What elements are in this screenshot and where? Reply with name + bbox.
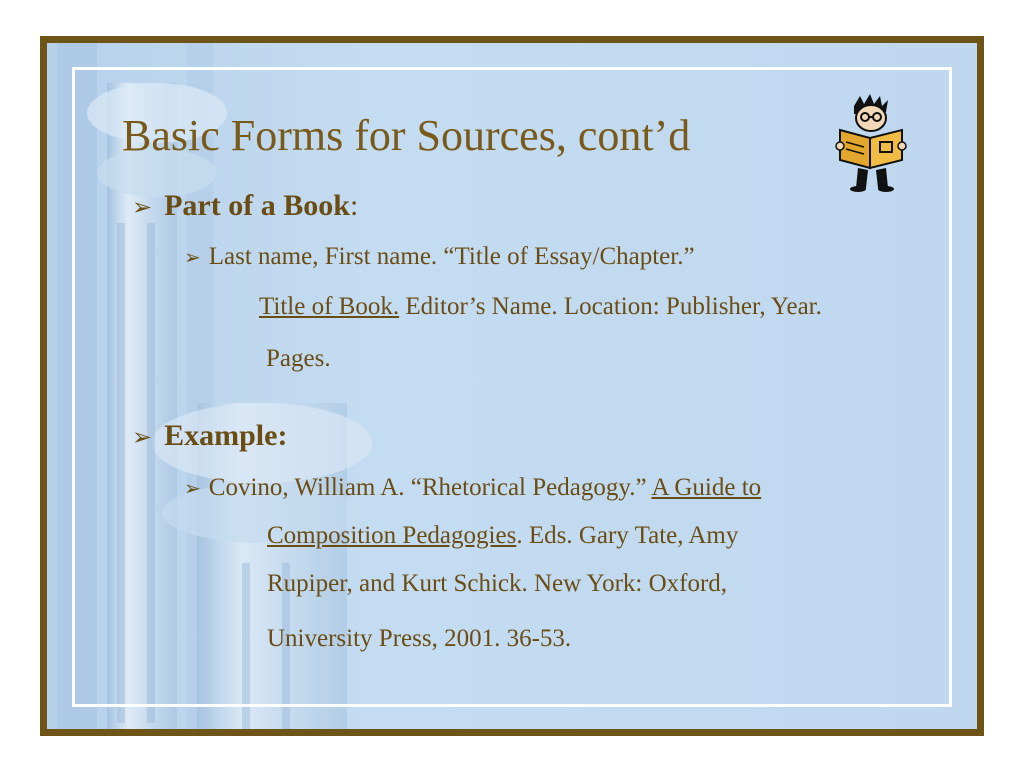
section2-line1: [184, 471, 761, 506]
section2-line2: [267, 519, 738, 553]
format-line-1: Last name, First name. “Title of Essay/Chapter.”: [208, 243, 695, 270]
book-title-placeholder: Title of Book.: [259, 293, 400, 320]
section1-line3: Pages.: [266, 345, 331, 372]
section-heading-suffix: :: [349, 189, 359, 222]
arrow-bullet-icon: ➢: [184, 247, 201, 269]
section-heading: Part of a Book: [164, 189, 350, 222]
section2-line4: University Press, 2001. 36-53.: [267, 625, 572, 652]
section-example: [132, 416, 287, 458]
arrow-bullet-icon: ➢: [184, 478, 201, 500]
section1-line2: [259, 290, 822, 324]
example-book-title-part2: Composition Pedagogies: [267, 522, 517, 549]
person-reading-book-icon: [832, 92, 912, 192]
format-line-2-rest: Editor’s Name. Location: Publisher, Year.: [399, 293, 822, 320]
arrow-bullet-icon: ➢: [132, 425, 153, 451]
section-part-of-book: [132, 186, 358, 228]
slide-title: Basic Forms for Sources, cont’d: [122, 111, 691, 160]
arrow-bullet-icon: ➢: [132, 195, 153, 221]
section1-line1: [184, 240, 695, 275]
section2-line3: Rupiper, and Kurt Schick. New York: Oxford,: [267, 570, 728, 597]
section-heading: Example:: [164, 419, 288, 452]
example-line-1: Covino, William A. “Rhetorical Pedagogy.”: [208, 474, 652, 501]
example-book-title-part1: A Guide to: [651, 474, 762, 501]
example-line-2-rest: . Eds. Gary Tate, Amy: [516, 522, 739, 549]
